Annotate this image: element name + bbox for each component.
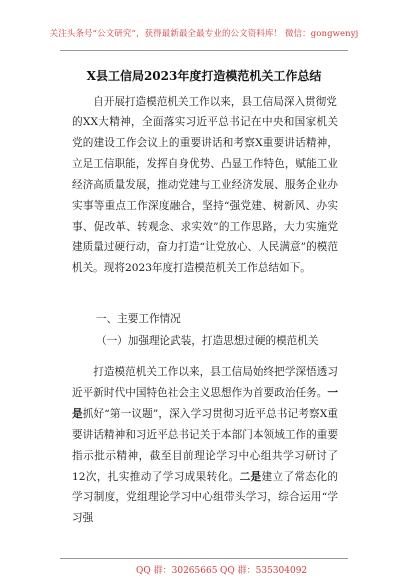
document-title: X县工信局2023年度打造模范机关工作总结 (86, 69, 322, 83)
body-paragraph (72, 362, 338, 529)
footer (0, 563, 408, 577)
subsection-heading: （一）加强理论武装，打造思想过硬的模范机关 (96, 335, 319, 347)
footer-divider (60, 558, 348, 559)
body-text-c: 建立了常态化的学习制度，党组理论学习中心组带头学习，综合运用“学习强 (72, 470, 339, 525)
header-note: 关注头条号“公文研究”，获得最新最全最专业的公文资料库！ 微信：gongwenyj (49, 29, 359, 39)
section-heading: 一、主要工作情况 (96, 313, 181, 325)
body-text-b: 抓好“第一议题”，深入学习贯彻习近平总书记考察X重要讲话精神和习近平总书记关于本部门本领域工作的重要指示批示精神，截至目前理论学习中心组共学习研讨了12次，扎实推动了学习成果转化。 (72, 407, 339, 483)
footer-qq-group-2: QQ 群：535304092 (220, 566, 308, 576)
body-text-a: 打造模范机关工作以来，县工信局始终把学深悟透习近平新时代中国特色社会主义思想作为首要政治任务。 (72, 366, 338, 399)
bold-marker-first: 一是 (72, 386, 338, 420)
intro-paragraph: 的XX大精神，全面落实习近平总书记在中央和国家机关党的建设工作会议上的重要讲话和考察X重要讲话精神，立足工信职能，发挥自身优势、凸显工作特色，赋能工业经济高质量发展，推动党建与工业经济发展、服务企业办实事等重点工作深度融合，坚持“强党建、树新风、办实事、促改革、转观念、求实效”的工作思路，大力实施党建质量过硬行动，奋力打造“让党放心、人民满意”的模范机关。现将2023年度打造模范机关工作总结如下。 (72, 116, 338, 275)
header-divider (60, 50, 348, 51)
bold-marker-second: 二是 (239, 470, 262, 483)
footer-qq-group-1: QQ 群：30265665 (136, 566, 218, 576)
intro-paragraph-line-1: 自开展打造模范机关工作以来，县工信局深入贯彻党 (93, 96, 337, 108)
